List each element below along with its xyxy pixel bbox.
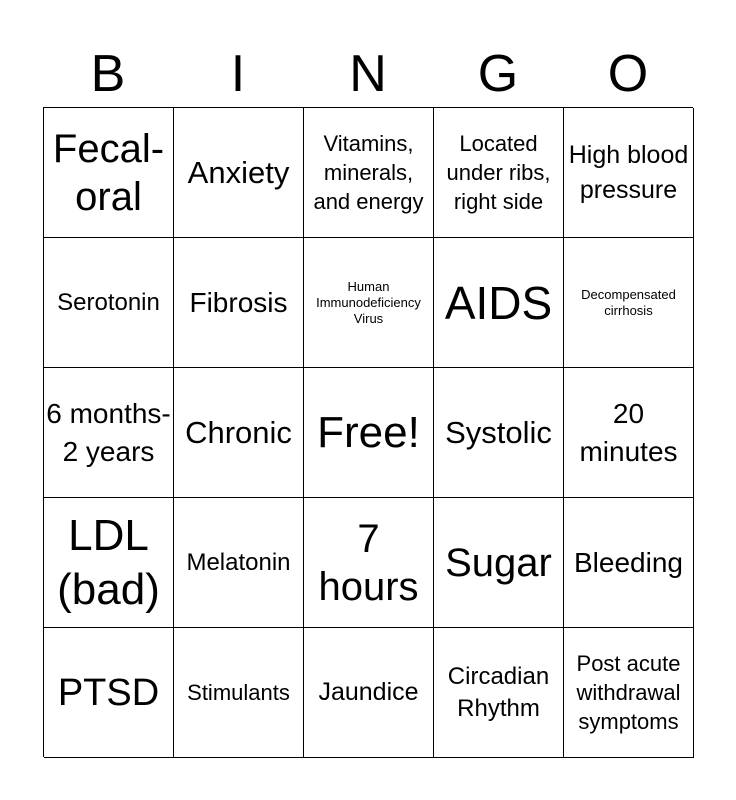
cell-text: Fibrosis bbox=[189, 286, 288, 318]
cell-text: PTSD bbox=[57, 671, 160, 714]
bingo-cell[interactable] bbox=[44, 498, 174, 628]
cell-text: Human Immunodeficiency Virus bbox=[316, 278, 421, 326]
bingo-cell[interactable] bbox=[564, 238, 694, 368]
cell-text: Fecal-oral bbox=[52, 126, 165, 219]
free-space-cell[interactable] bbox=[304, 368, 434, 498]
cell-text: Chronic bbox=[185, 414, 292, 450]
cell-text: 7 hours bbox=[318, 516, 419, 609]
bingo-cell[interactable] bbox=[564, 628, 694, 758]
bingo-cell[interactable] bbox=[564, 368, 694, 498]
header-letter-o: O bbox=[607, 45, 649, 103]
bingo-cell[interactable] bbox=[174, 108, 304, 238]
header-letter-i: I bbox=[230, 45, 246, 103]
bingo-cell[interactable] bbox=[434, 238, 564, 368]
bingo-cell[interactable] bbox=[174, 498, 304, 628]
bingo-cell[interactable] bbox=[304, 238, 434, 368]
bingo-header bbox=[43, 44, 693, 104]
cell-text: Stimulants bbox=[187, 680, 290, 705]
cell-text: 20 minutes bbox=[579, 397, 678, 467]
bingo-cell[interactable] bbox=[174, 238, 304, 368]
bingo-cell[interactable] bbox=[44, 108, 174, 238]
bingo-grid bbox=[43, 107, 693, 757]
cell-text: Vitamins, minerals, and energy bbox=[313, 131, 424, 214]
bingo-cell[interactable] bbox=[304, 498, 434, 628]
cell-text: Bleeding bbox=[574, 546, 683, 578]
bingo-cell[interactable] bbox=[434, 108, 564, 238]
bingo-cell[interactable] bbox=[304, 108, 434, 238]
cell-text: Systolic bbox=[445, 414, 552, 450]
header-letter-b: B bbox=[90, 45, 126, 103]
cell-text: Sugar bbox=[445, 540, 552, 585]
bingo-cell[interactable] bbox=[174, 628, 304, 758]
bingo-cell[interactable] bbox=[434, 368, 564, 498]
free-space-text: Free! bbox=[317, 407, 420, 457]
cell-text: Jaundice bbox=[318, 678, 419, 706]
bingo-cell[interactable] bbox=[434, 498, 564, 628]
cell-text: Post acute withdrawal symptoms bbox=[576, 651, 681, 734]
cell-text: Anxiety bbox=[187, 154, 290, 190]
cell-text: Melatonin bbox=[186, 548, 291, 576]
bingo-cell[interactable] bbox=[174, 368, 304, 498]
cell-text: LDL (bad) bbox=[57, 510, 160, 614]
bingo-cell[interactable] bbox=[304, 628, 434, 758]
bingo-cell[interactable] bbox=[564, 108, 694, 238]
cell-text: Located under ribs, right side bbox=[446, 131, 551, 214]
cell-text: Decompensated cirrhosis bbox=[581, 286, 676, 318]
cell-text: Circadian Rhythm bbox=[447, 662, 550, 722]
header-letter-g: G bbox=[477, 45, 519, 103]
bingo-cell[interactable] bbox=[434, 628, 564, 758]
cell-text: High blood pressure bbox=[568, 140, 689, 204]
bingo-cell[interactable] bbox=[44, 628, 174, 758]
bingo-cell[interactable] bbox=[44, 238, 174, 368]
header-letter-n: N bbox=[349, 45, 387, 103]
cell-text: 6 months-2 years bbox=[46, 397, 171, 467]
cell-text: AIDS bbox=[444, 276, 553, 329]
bingo-cell[interactable] bbox=[564, 498, 694, 628]
bingo-cell[interactable] bbox=[44, 368, 174, 498]
cell-text: Serotonin bbox=[57, 288, 160, 316]
